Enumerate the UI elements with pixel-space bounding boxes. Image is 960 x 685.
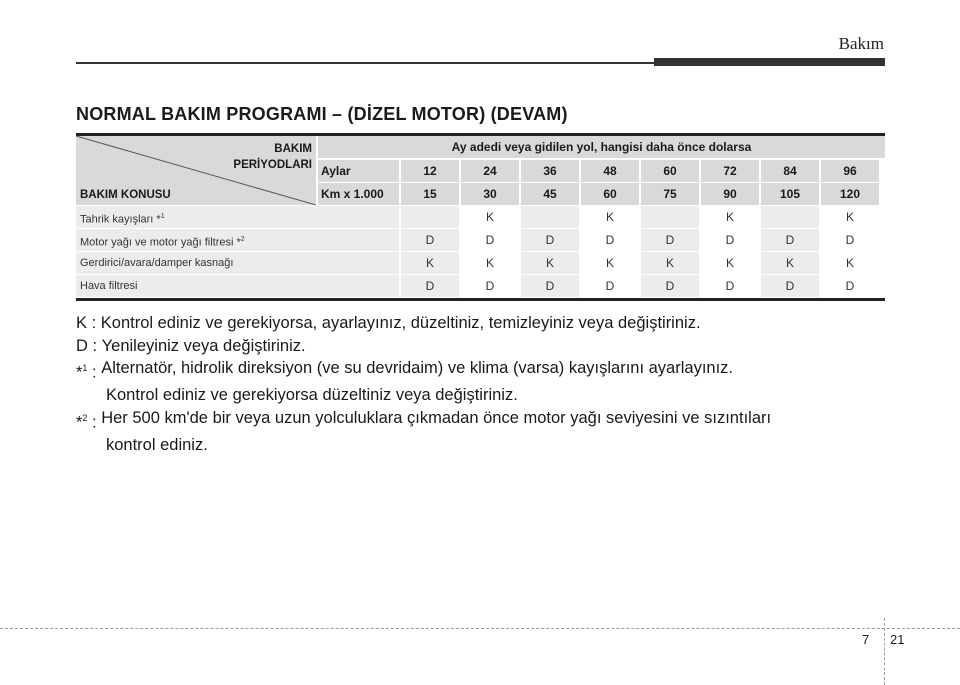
note-2-continuation: kontrol ediniz. [106,435,208,454]
note-1-key [76,357,101,384]
km-cell: 120 [821,183,879,205]
table-body [76,206,885,297]
row-value-cell: K [581,252,639,274]
row-value-cell: D [521,275,579,297]
row-value-cell: D [401,229,459,251]
corner-subject-label: BAKIM KONUSU [80,189,171,201]
header-rule-thick [654,58,885,66]
month-cell: 36 [521,160,579,182]
row-value-cell: D [461,229,519,251]
row-item-name [76,206,399,228]
interval-span-header: Ay adedi veya gidilen yol, hangisi daha önce dolarsa [318,136,885,158]
row-value-cell: D [641,275,699,297]
row-value-cell: D [821,275,879,297]
row-value-cell: D [581,275,639,297]
row-value-cell: D [641,229,699,251]
page-title: NORMAL BAKIM PROGRAMI – (DİZEL MOTOR) (DEVAM) [76,104,568,124]
row-item-text: Tahrik kayışları * [80,213,161,226]
month-cell: 24 [461,160,519,182]
note-2-key [76,407,101,434]
km-cell: 75 [641,183,699,205]
note-2-text: Her 500 km'de bir veya uzun yolculuklara çıkmadan önce motor yağı seviyesini ve sızıntıları [101,408,772,427]
km-cell: 15 [401,183,459,205]
footer-dash-rule [0,628,960,629]
km-label: Km x 1.000 [318,183,399,205]
months-header-row [318,160,885,182]
row-value-cell [521,206,579,228]
note-d [76,335,771,358]
note-1-sep: : [87,363,102,382]
row-item-name [76,229,399,251]
months-label: Aylar [318,160,399,182]
row-value-cell: D [821,229,879,251]
row-value-cell: D [401,275,459,297]
note-d-key: D : [76,336,102,355]
row-value-cell: D [521,229,579,251]
row-value-cell: K [641,252,699,274]
row-value-cell: D [701,229,759,251]
row-value-cell: K [461,252,519,274]
note-2-sep: : [87,413,102,431]
row-item-name [76,275,399,297]
table-row [76,206,885,228]
row-item-name [76,252,399,274]
row-value-cell: K [581,206,639,228]
row-value-cell [641,206,699,228]
row-item-text: Motor yağı ve motor yağı filtresi * [80,236,241,249]
row-value-cell: K [701,252,759,274]
row-value-cell: K [401,252,459,274]
chapter-number: 7 [862,632,870,647]
km-cell: 105 [761,183,819,205]
row-value-cell: K [821,252,879,274]
note-2-sup: 2 [82,412,88,423]
km-cell: 60 [581,183,639,205]
month-cell: 84 [761,160,819,182]
corner-cell [76,136,316,205]
maintenance-table [76,133,885,301]
note-d-text: Yenileyiniz veya değiştiriniz. [101,336,306,355]
row-value-cell: D [761,275,819,297]
row-item-text: Gerdirici/avara/damper kasnağı [80,257,234,269]
km-header-row [318,183,885,205]
row-value-cell [761,206,819,228]
row-value-cell: D [761,229,819,251]
note-1-text: Alternatör, hidrolik direksiyon (ve su devridaim) ve klima (varsa) kayışlarını ayarlayınız. [101,359,734,377]
row-value-cell: K [761,252,819,274]
note-k-key: K : [76,314,101,332]
row-item-footnote-mark: 1 [160,213,165,220]
note-1-sup: 1 [82,363,88,373]
note-2 [76,407,771,434]
table-row [76,275,885,297]
corner-periods-line-1: BAKIM [274,143,312,155]
table-row [76,229,885,251]
row-value-cell: K [521,252,579,274]
note-1-asterisk: * [76,363,83,382]
note-k [76,312,771,335]
month-cell: 72 [701,160,759,182]
row-item-text: Hava filtresi [80,280,138,292]
section-label: Bakım [838,34,884,53]
corner-periods-line-2: PERİYODLARI [233,159,312,171]
month-cell: 12 [401,160,459,182]
legend-notes [76,312,771,456]
footer-divider [884,618,885,685]
row-value-cell [401,206,459,228]
month-cell: 96 [821,160,879,182]
page-number: 21 [890,632,905,647]
table-bottom-rule [76,298,885,301]
table-row [76,252,885,274]
row-value-cell: D [701,275,759,297]
km-cell: 90 [701,183,759,205]
corner-periods-label [233,141,312,173]
row-value-cell: K [821,206,879,228]
note-2-asterisk: * [76,413,83,431]
header-rule-thin [76,62,654,64]
note-1 [76,357,771,384]
km-cell: 45 [521,183,579,205]
row-value-cell: D [461,275,519,297]
note-1-continuation: Kontrol ediniz ve gerekiyorsa düzeltiniz veya değiştiriniz. [106,386,518,404]
table-header [76,136,885,205]
month-cell: 60 [641,160,699,182]
row-value-cell: K [701,206,759,228]
row-item-footnote-mark: 2 [240,236,245,243]
month-cell: 48 [581,160,639,182]
row-value-cell: K [461,206,519,228]
km-cell: 30 [461,183,519,205]
row-value-cell: D [581,229,639,251]
note-k-text: Kontrol ediniz ve gerekiyorsa, ayarlayınız, düzeltiniz, temizleyiniz veya değiştiriniz. [100,314,701,332]
